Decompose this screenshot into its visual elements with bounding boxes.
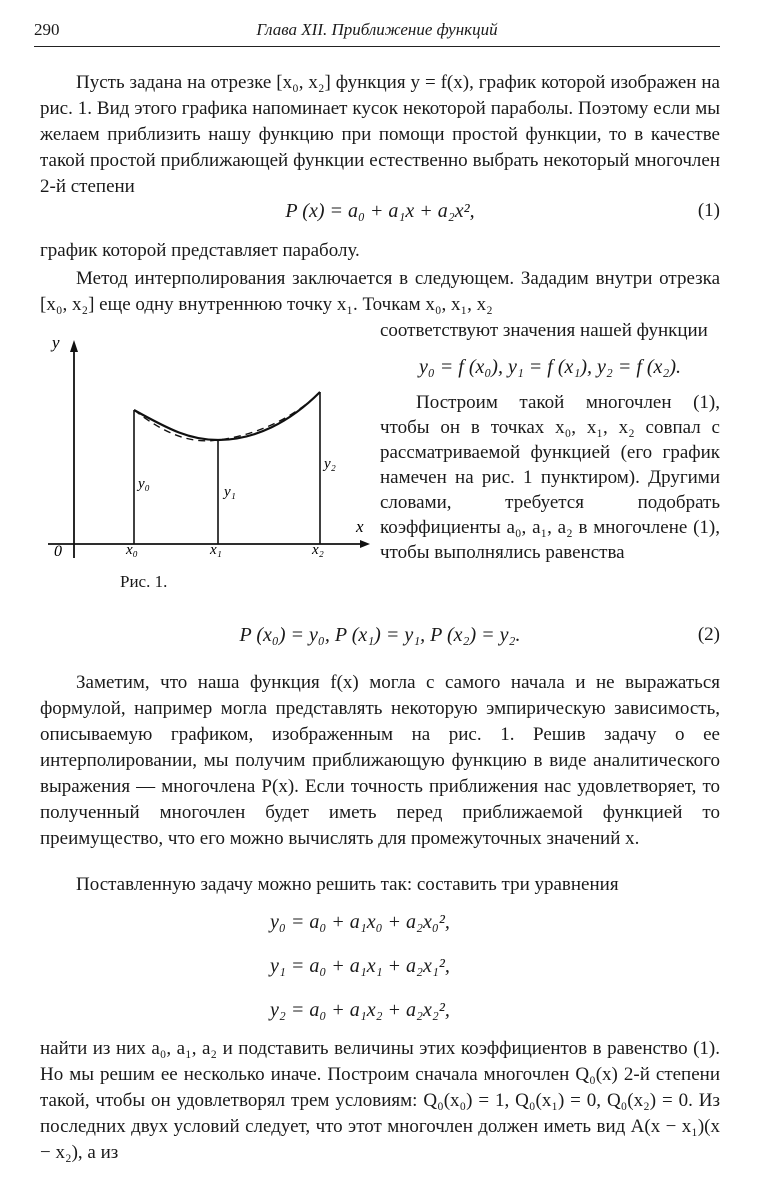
equation-2: P (x₀) = y₀, P (x₁) = y₁, P (x₂) = y₂. bbox=[239, 624, 521, 646]
label-y-axis: y bbox=[52, 333, 60, 352]
page-number: 290 bbox=[34, 20, 60, 39]
side-text-1: соответствуют значения нашей функции bbox=[380, 320, 708, 341]
label-origin: 0 bbox=[54, 543, 62, 560]
equation-system bbox=[270, 900, 530, 1032]
label-y2: y₂ bbox=[324, 456, 336, 472]
paragraph-2: график которой представляет параболу. bbox=[40, 240, 360, 261]
label-y0: y₀ bbox=[138, 476, 150, 492]
equation-2-number: (2) bbox=[697, 624, 720, 645]
system-line-2: y₁ = a₀ + a₁x₁ + a₂x₁², bbox=[270, 955, 450, 977]
paragraph-1: Пусть задана на отрезке [x₀, x₂] функция y = f(x), график которой изображен на рис. 1. Вид этого графика напоминает кусок некоторой параболы. Поэтому если мы желаем приблизить нашу функцию при помощи простой функции, то в качестве такой простой приближающей функции естественно выбрать некоторый многочлен 2-й степени bbox=[40, 72, 720, 197]
x-axis-arrow-icon bbox=[360, 540, 370, 548]
y-axis-arrow-icon bbox=[70, 340, 78, 352]
paragraph-3: Метод интерполирования заключается в следующем. Зададим внутри отрезка [x₀, x₂] еще одну внутреннюю точку x₁. Точкам x₀, x₁, x₂ bbox=[40, 268, 720, 315]
system-line-3: y₂ = a₀ + a₁x₂ + a₂x₂², bbox=[270, 999, 450, 1021]
equation-1-number: (1) bbox=[697, 200, 720, 221]
chapter-title: Глава XII. Приближение функций bbox=[256, 20, 498, 39]
paragraph-5: Поставленную задачу можно решить так: составить три уравнения bbox=[76, 874, 619, 895]
figure-caption: Рис. 1. bbox=[120, 572, 168, 591]
side-text-2: Построим такой многочлен (1), чтобы он в точках x₀, x₁, x₂ совпал с рассматриваемой функцией (его график намечен на рис. 1 пунктиром). Другими словами, требуется подобрать коэффициенты a₀, a₁, a₂ в многочлене (1), чтобы выполнялись равенства bbox=[380, 392, 720, 563]
label-x1: x₁ bbox=[210, 542, 222, 558]
function-curve bbox=[134, 392, 320, 440]
label-x-axis: x bbox=[356, 517, 364, 536]
label-x2: x₂ bbox=[312, 542, 324, 558]
paragraph-4: Заметим, что наша функция f(x) могла с самого начала и не выражаться формулой, например могла представлять некоторую эмпирическую зависимость, описываемую графиком, изображенным на рис. 1. Решив задачу о ее интерполировании, мы получим приближающую функцию в виде аналитического выражения — многочлена P(x). Если точность приближения нас удовлетворяет, то полученный многочлен будет иметь перед приближаемой функцией то преимущество, что его можно вычислять для промежуточных значений x. bbox=[40, 672, 720, 849]
running-header bbox=[34, 18, 720, 47]
equation-1: P (x) = a₀ + a₁x + a₂x², bbox=[285, 200, 475, 222]
side-column bbox=[380, 318, 720, 565]
side-equation: y₀ = f (x₀), y₁ = f (x₁), y₂ = f (x₂). bbox=[418, 356, 682, 378]
figure-1 bbox=[40, 330, 380, 600]
figure-1-graph bbox=[40, 330, 380, 600]
system-line-1: y₀ = a₀ + a₁x₀ + a₂x₀², bbox=[270, 911, 450, 933]
paragraph-6: найти из них a₀, a₁, a₂ и подставить величины этих коэффициентов в равенство (1). Но мы решим ее несколько иначе. Построим сначала многочлен Q₀(x) 2-й степени такой, чтобы он удовлетворял трем условиям: Q₀(x₀) = 1, Q₀(x₁) = 0, Q₀(x₂) = 0. Из последних двух условий следует, что этот многочлен должен иметь вид A(x − x₁)(x − x₂), а из bbox=[40, 1038, 720, 1163]
label-x0: x₀ bbox=[126, 542, 138, 558]
label-y1: y₁ bbox=[224, 484, 236, 500]
